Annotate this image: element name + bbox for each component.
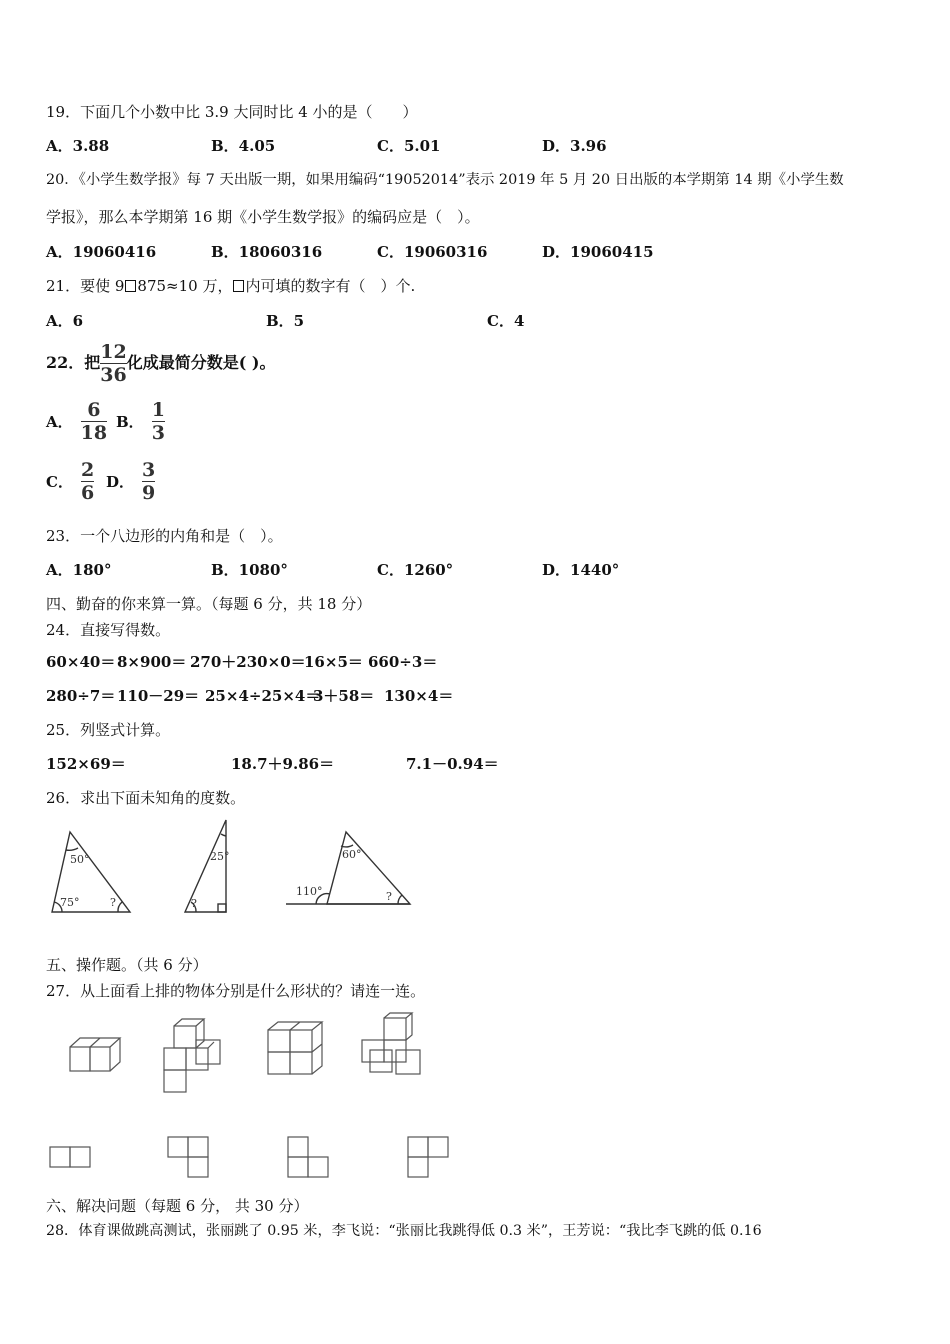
q20-option-d: D．19060415 <box>542 243 654 261</box>
q24-item: 280÷7＝ <box>46 687 116 705</box>
triangle-3-angle-top: 60° <box>342 848 362 861</box>
option-label: C． <box>46 473 73 491</box>
q20-stem-line1: 20．《小学生数学报》每 7 天出版一期，如果用编码“19052014”表示 2019 年 5 月 20 日出版的本学期第 14 期《小学生数 <box>46 172 844 188</box>
q22-fraction-num: 12 <box>100 340 127 363</box>
q23-option-d: D．1440° <box>542 561 620 579</box>
q25-item: 18.7＋9.86＝ <box>231 755 335 773</box>
triangle-3-angle-right: ? <box>386 890 392 903</box>
q20-option-a: A．19060416 <box>46 243 157 261</box>
section-6-title: 六、解决问题（每题 6 分， 共 30 分） <box>46 1197 309 1215</box>
q23-option-c: C．1260° <box>377 561 454 579</box>
q23-option-a: A．180° <box>46 561 112 579</box>
q21-stem <box>46 276 415 296</box>
frac-den: 18 <box>80 422 108 444</box>
q24-item: 60×40＝ <box>46 653 116 671</box>
q26-triangles-figure <box>40 818 440 924</box>
triangle-2-angle-left: ? <box>191 897 197 910</box>
q24-item: 25×4÷25×4＝ <box>205 687 321 705</box>
q21-option-a: A．6 <box>46 312 84 330</box>
frac-num: 3 <box>142 459 156 481</box>
triangle-2-angle-top: 25° <box>210 850 230 863</box>
section-4-title: 四、勤奋的你来算一算。（每题 6 分，共 18 分） <box>46 595 372 613</box>
q20-option-c: C．19060316 <box>377 243 488 261</box>
q22-stem <box>46 340 275 386</box>
q25-item: 7.1－0.94＝ <box>406 755 499 773</box>
q21-prefix: 21．要使 9 <box>46 277 125 295</box>
q25-item: 152×69＝ <box>46 755 126 773</box>
top-view-4 <box>408 1137 448 1177</box>
q27-stem: 27．从上面看上排的物体分别是什么形状的？请连一连。 <box>46 982 426 1000</box>
q22-prefix: 22．把 <box>46 353 101 372</box>
q26-stem: 26．求出下面未知角的度数。 <box>46 789 246 807</box>
q22-option-b <box>116 400 165 443</box>
q20-option-b: B．18060316 <box>211 243 323 261</box>
frac-num: 6 <box>87 399 101 421</box>
q20-stem-line2: 学报》，那么本学期第 16 期《小学生数学报》的编码应是（ ）。 <box>46 208 480 226</box>
q24-item: 130×4＝ <box>384 687 454 705</box>
blank-box-icon <box>233 280 244 292</box>
section-5-title: 五、操作题。（共 6 分） <box>46 956 208 974</box>
q22-option-c <box>46 460 94 503</box>
frac-num: 1 <box>151 399 165 421</box>
top-view-3 <box>288 1137 328 1177</box>
q24-item: 3＋58＝ <box>313 687 375 705</box>
triangle-1-angle-top: 50° <box>70 853 90 866</box>
q25-stem: 25．列竖式计算。 <box>46 721 171 739</box>
frac-den: 6 <box>80 482 95 504</box>
q19-option-b: B．4.05 <box>211 137 276 155</box>
cube-group-1 <box>70 1038 120 1071</box>
option-label: D． <box>106 473 135 491</box>
q24-item: 110－29＝ <box>117 687 200 705</box>
frac-den: 9 <box>142 482 156 504</box>
option-label: A． <box>46 413 73 431</box>
q22-suffix: 化成最简分数是( )。 <box>126 353 276 372</box>
cube-group-2 <box>164 1019 220 1092</box>
q19-option-a: A．3.88 <box>46 137 110 155</box>
frac-num: 2 <box>80 459 95 481</box>
triangle-3-exterior-angle: 110° <box>296 885 323 898</box>
blank-box-icon <box>125 280 136 292</box>
q21-middle: 875≈10 万， <box>137 277 233 295</box>
q24-item: 270＋230×0＝ <box>190 653 306 671</box>
q22-option-a <box>46 400 107 443</box>
q22-option-d <box>106 460 155 503</box>
cube-group-3 <box>268 1022 322 1074</box>
q19-option-d: D．3.96 <box>542 137 607 155</box>
q24-stem: 24．直接写得数。 <box>46 621 171 639</box>
cube-group-4 <box>362 1013 420 1074</box>
triangle-1-angle-left: 75° <box>60 896 80 909</box>
q24-item: 8×900＝ <box>117 653 187 671</box>
q21-option-c: C．4 <box>487 312 525 330</box>
q24-item: 660÷3＝ <box>368 653 438 671</box>
option-label: B． <box>116 413 144 431</box>
q19-option-c: C．5.01 <box>377 137 441 155</box>
frac-den: 3 <box>151 422 165 444</box>
top-view-1 <box>50 1147 90 1167</box>
q21-suffix: 内可填的数字有（ ）个. <box>245 277 416 295</box>
q23-stem: 23．一个八边形的内角和是（ ）。 <box>46 527 283 545</box>
q27-cubes-figure <box>40 1010 460 1185</box>
q23-option-b: B．1080° <box>211 561 288 579</box>
q22-fraction-den: 36 <box>100 363 127 386</box>
q19-stem: 19．下面几个小数中比 3.9 大同时比 4 小的是（ ） <box>46 103 418 121</box>
q24-item: 16×5＝ <box>304 653 363 671</box>
triangle-1-angle-right: ? <box>110 896 116 909</box>
q28-stem: 28．体育课做跳高测试，张丽跳了 0.95 米，李飞说：“张丽比我跳得低 0.3 米”，王芳说：“我比李飞跳的低 0.16 <box>46 1223 762 1239</box>
q21-option-b: B．5 <box>266 312 305 330</box>
top-view-2 <box>168 1137 208 1177</box>
q22-fraction <box>100 342 126 385</box>
